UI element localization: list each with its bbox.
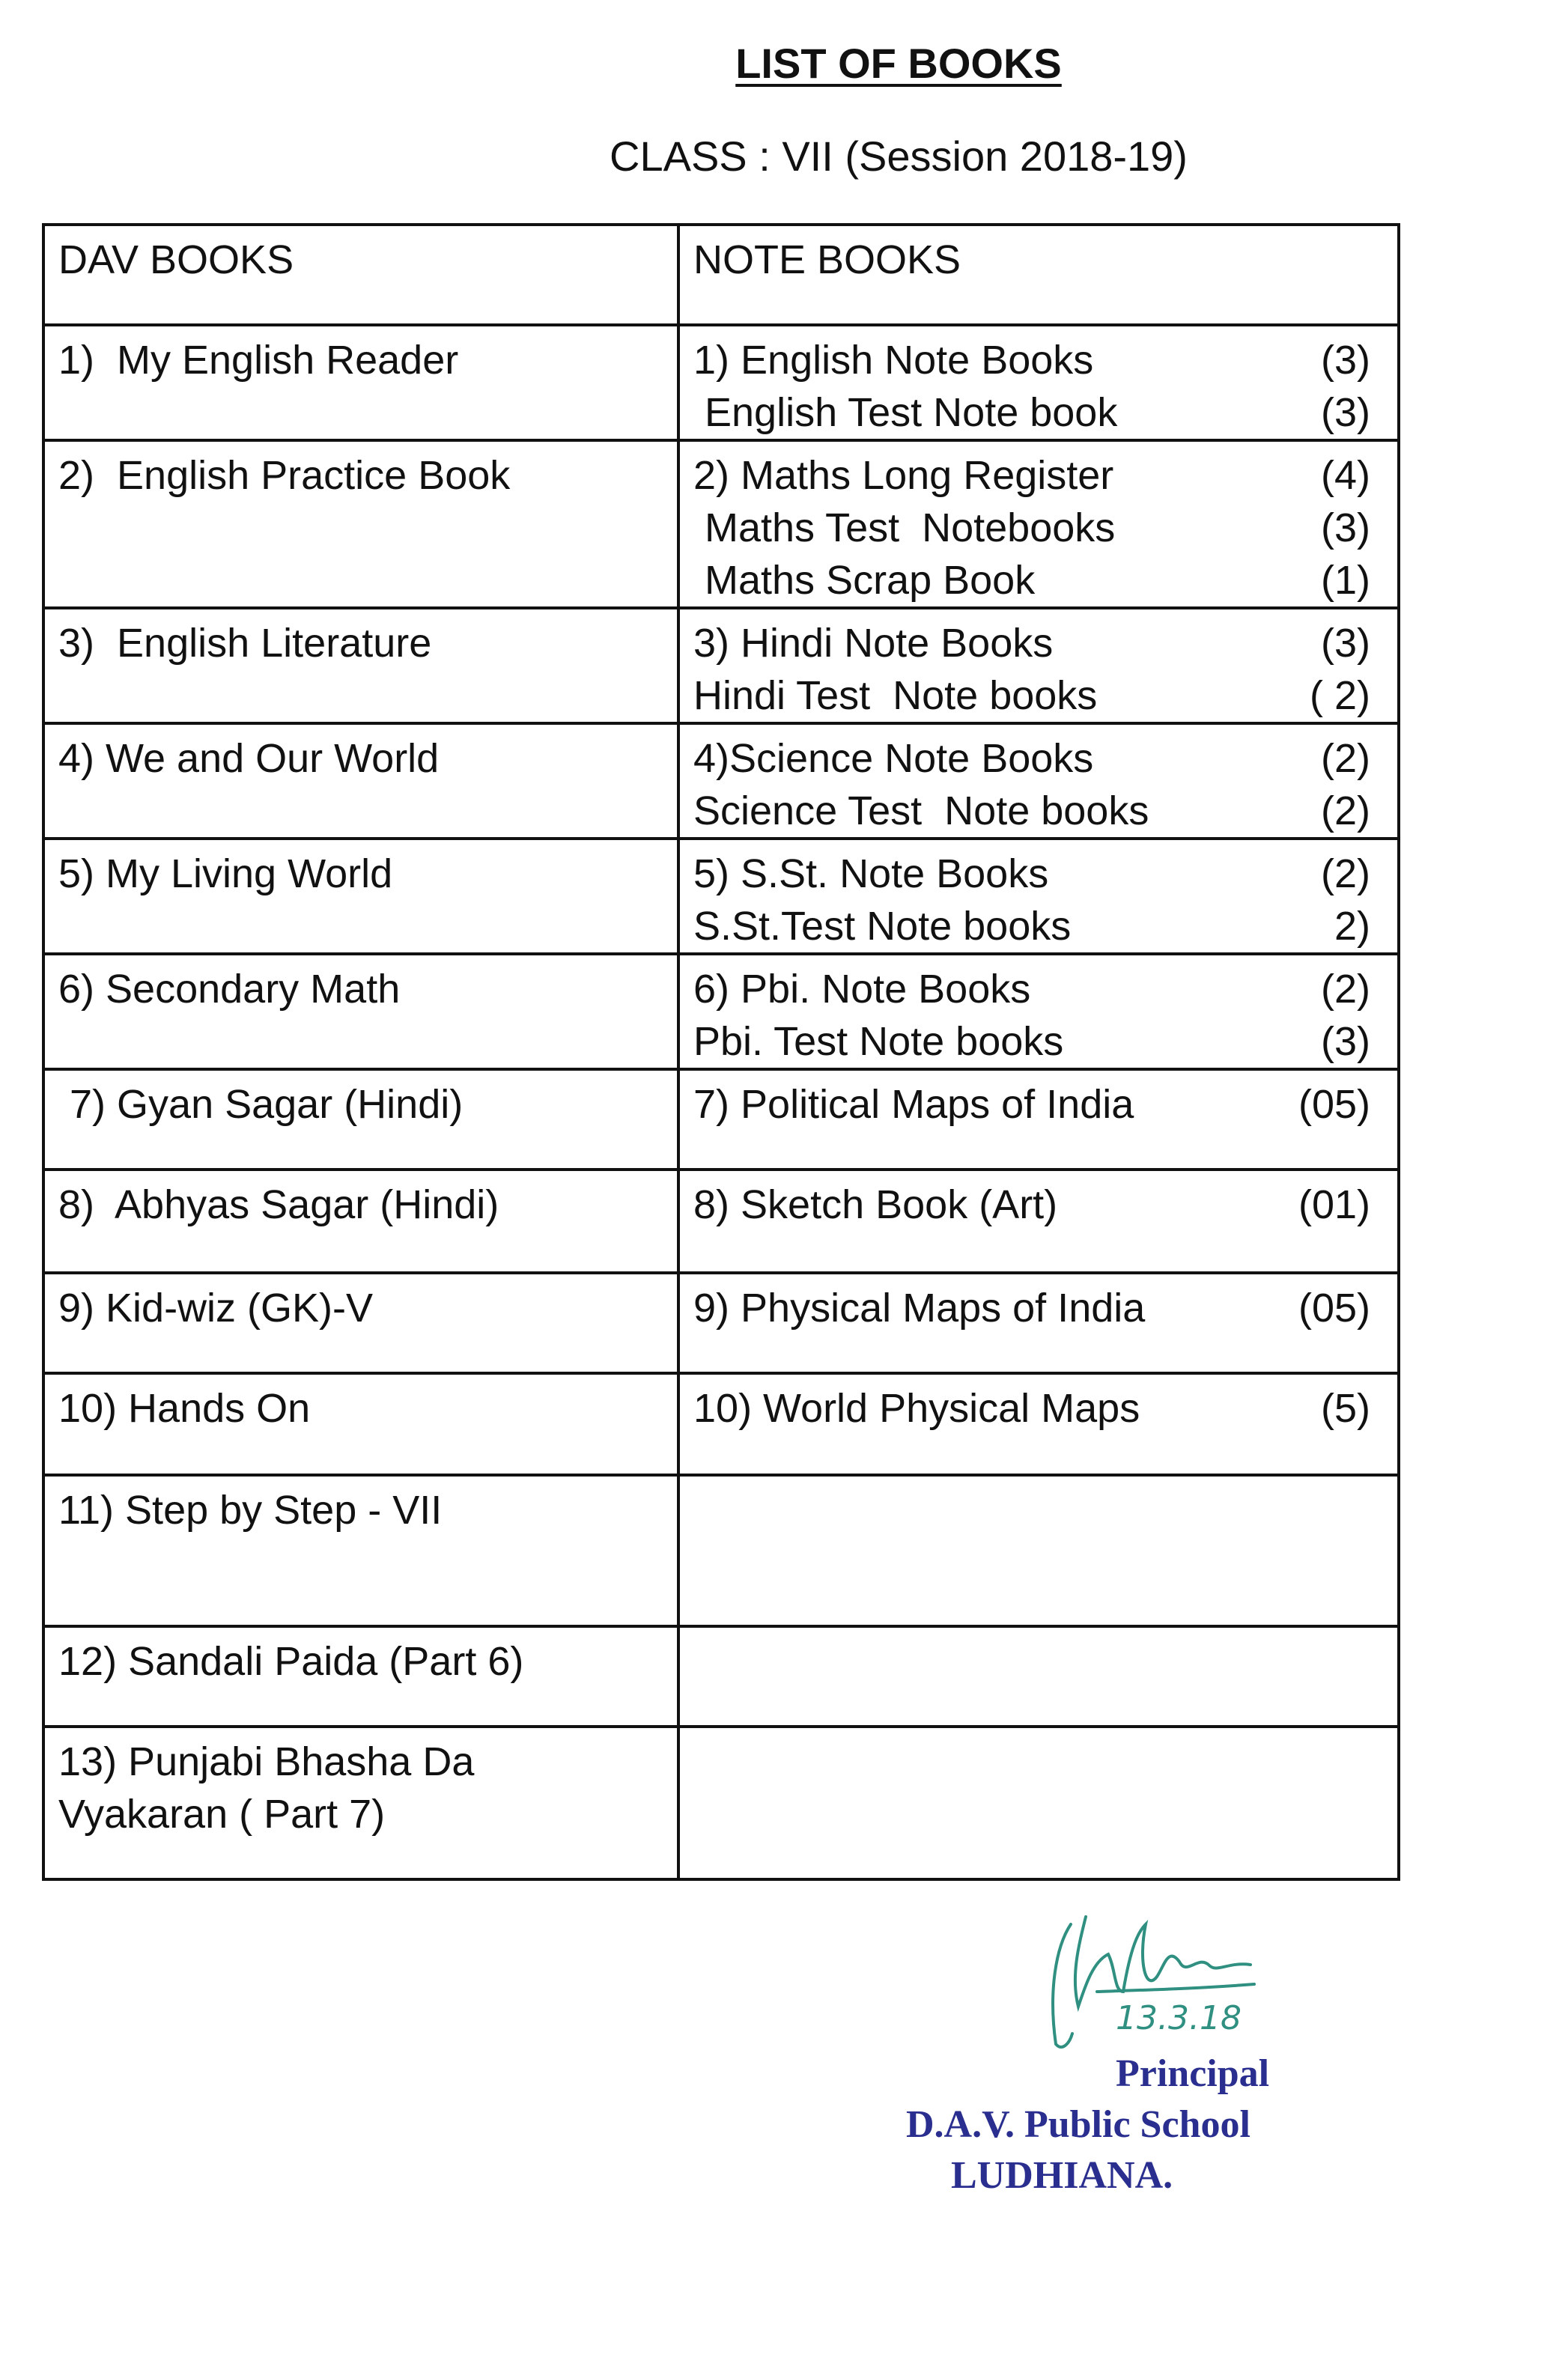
- note-book-item: [693, 669, 1384, 722]
- note-book-cell: [678, 1475, 1399, 1626]
- header-dav-books: DAV BOOKS: [43, 225, 678, 325]
- note-book-item: [693, 785, 1384, 837]
- note-book-quantity: 2): [1334, 904, 1370, 949]
- note-book-quantity: (5): [1321, 1386, 1370, 1431]
- note-book-title: 10) World Physical Maps: [693, 1386, 1140, 1431]
- signature-date: 13.3.18: [1116, 1999, 1242, 2037]
- principal-stamp: [906, 1902, 1370, 2216]
- note-book-cell: [678, 440, 1399, 608]
- stamp-designation: Principal: [1116, 2052, 1270, 2095]
- dav-book-cell: 10) Hands On: [43, 1373, 678, 1475]
- note-book-title: English Test Note book: [693, 390, 1118, 435]
- note-book-title: Maths Scrap Book: [693, 558, 1036, 603]
- note-book-cell: [678, 1727, 1399, 1879]
- note-book-title: 5) S.St. Note Books: [693, 851, 1049, 896]
- note-book-quantity: (3): [1321, 1019, 1370, 1064]
- note-book-title: 9) Physical Maps of India: [693, 1286, 1146, 1331]
- note-book-quantity: (2): [1321, 967, 1370, 1012]
- note-book-title: 2) Maths Long Register: [693, 453, 1114, 498]
- note-book-item: [693, 502, 1384, 554]
- note-book-quantity: (3): [1321, 338, 1370, 383]
- dav-book-cell: 7) Gyan Sagar (Hindi): [43, 1069, 678, 1170]
- note-book-item: [693, 554, 1384, 606]
- book-list-body: [43, 225, 1399, 1879]
- note-book-cell: [678, 608, 1399, 723]
- dav-book-cell: 13) Punjabi Bhasha Da Vyakaran ( Part 7): [43, 1727, 678, 1879]
- note-book-item: [693, 963, 1384, 1015]
- note-book-item: [693, 900, 1384, 952]
- note-book-cell: [678, 1069, 1399, 1170]
- note-book-cell: [678, 1373, 1399, 1475]
- table-row: [43, 723, 1399, 839]
- note-book-title: 7) Political Maps of India: [693, 1082, 1134, 1127]
- dav-book-cell: 5) My Living World: [43, 839, 678, 954]
- note-book-quantity: (01): [1298, 1182, 1370, 1227]
- class-session-subtitle: CLASS : VII (Session 2018-19): [610, 133, 1188, 180]
- note-book-title: 4)Science Note Books: [693, 736, 1094, 781]
- note-book-cell: [678, 839, 1399, 954]
- table-header-row: [43, 225, 1399, 325]
- note-book-quantity: (3): [1321, 505, 1370, 550]
- note-book-title: Pbi. Test Note books: [693, 1019, 1064, 1064]
- note-book-cell: [678, 723, 1399, 839]
- header-note-books: NOTE BOOKS: [678, 225, 1399, 325]
- table-row: [43, 325, 1399, 440]
- table-row: [43, 954, 1399, 1069]
- note-book-quantity: (2): [1321, 788, 1370, 833]
- note-book-quantity: (1): [1321, 558, 1370, 603]
- dav-book-cell: 2) English Practice Book: [43, 440, 678, 608]
- note-book-title: Maths Test Notebooks: [693, 505, 1116, 550]
- note-book-title: 3) Hindi Note Books: [693, 621, 1054, 666]
- note-book-title: 6) Pbi. Note Books: [693, 967, 1031, 1012]
- note-book-cell: [678, 1626, 1399, 1727]
- table-row: [43, 1273, 1399, 1373]
- table-row: [43, 440, 1399, 608]
- note-book-quantity: (3): [1321, 390, 1370, 435]
- note-book-title: 8) Sketch Book (Art): [693, 1182, 1058, 1227]
- table-row: [43, 1727, 1399, 1879]
- table-row: [43, 1626, 1399, 1727]
- note-book-item: [693, 848, 1384, 900]
- note-book-item: [693, 1015, 1384, 1068]
- note-book-item: [693, 1078, 1384, 1131]
- table-row: [43, 1475, 1399, 1626]
- note-book-quantity: (2): [1321, 851, 1370, 896]
- note-book-item: [693, 1382, 1384, 1435]
- note-book-cell: [678, 1170, 1399, 1273]
- dav-book-cell: 6) Secondary Math: [43, 954, 678, 1069]
- dav-book-cell: 11) Step by Step - VII: [43, 1475, 678, 1626]
- dav-book-cell: 4) We and Our World: [43, 723, 678, 839]
- table-row: [43, 1170, 1399, 1273]
- dav-book-cell: 12) Sandali Paida (Part 6): [43, 1626, 678, 1727]
- note-book-quantity: (2): [1321, 736, 1370, 781]
- note-book-title: Hindi Test Note books: [693, 673, 1098, 718]
- table-row: [43, 1069, 1399, 1170]
- note-book-item: [693, 617, 1384, 669]
- book-list-table: [42, 223, 1400, 1881]
- note-book-item: [693, 1282, 1384, 1334]
- dav-book-cell: 1) My English Reader: [43, 325, 678, 440]
- note-book-quantity: (05): [1298, 1286, 1370, 1331]
- note-book-title: S.St.Test Note books: [693, 904, 1072, 949]
- note-book-quantity: (4): [1321, 453, 1370, 498]
- note-book-item: [693, 386, 1384, 439]
- table-row: [43, 1373, 1399, 1475]
- stamp-city: LUDHIANA.: [951, 2154, 1173, 2197]
- note-book-item: [693, 1179, 1384, 1231]
- table-row: [43, 839, 1399, 954]
- note-book-title: Science Test Note books: [693, 788, 1149, 833]
- dav-book-cell: 8) Abhyas Sagar (Hindi): [43, 1170, 678, 1273]
- dav-book-cell: 9) Kid-wiz (GK)-V: [43, 1273, 678, 1373]
- note-book-cell: [678, 1273, 1399, 1373]
- note-book-cell: [678, 325, 1399, 440]
- note-book-item: [693, 449, 1384, 502]
- note-book-quantity: ( 2): [1310, 673, 1370, 718]
- note-book-title: 1) English Note Books: [693, 338, 1094, 383]
- note-book-item: [693, 732, 1384, 785]
- dav-book-cell: 3) English Literature: [43, 608, 678, 723]
- stamp-school-name: D.A.V. Public School: [906, 2103, 1251, 2146]
- note-book-item: [693, 334, 1384, 386]
- note-book-quantity: (3): [1321, 621, 1370, 666]
- note-book-quantity: (05): [1298, 1082, 1370, 1127]
- table-row: [43, 608, 1399, 723]
- note-book-cell: [678, 954, 1399, 1069]
- page-title: LIST OF BOOKS: [735, 40, 1062, 87]
